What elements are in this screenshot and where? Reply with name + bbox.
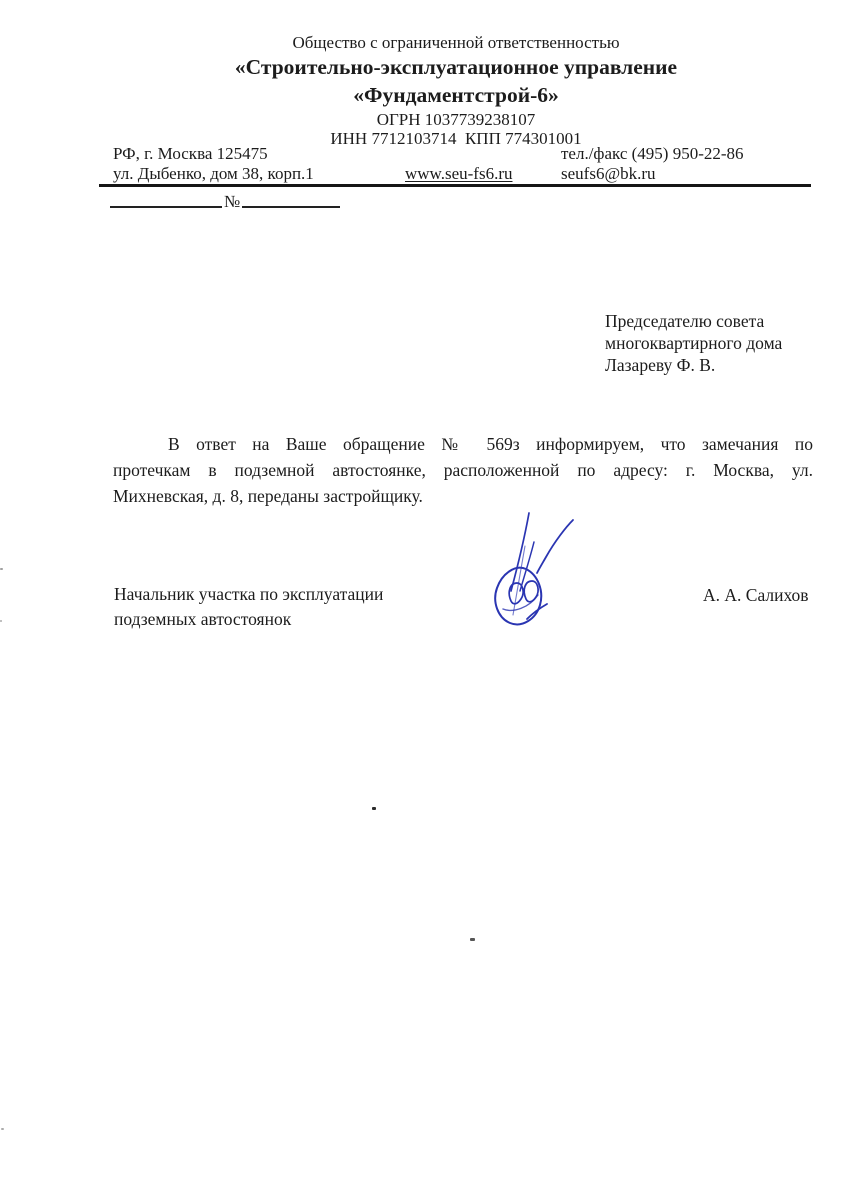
signer-position-line-1: Начальник участка по эксплуатации [114,584,384,604]
handwritten-signature [463,503,591,651]
scan-speck [372,807,376,810]
body-line-2: протечкам в подземной автостоянке, расположенной по адресу: г. Москва, ул. [113,460,813,480]
letter-body [113,431,813,509]
signer-position [114,582,383,632]
scan-speck [1,1128,4,1130]
addressee-line-2: многоквартирного дома [605,333,783,353]
scan-speck [0,568,3,570]
scan-speck [470,938,475,941]
scan-speck [0,620,2,622]
address-line-2: ул. Дыбенко, дом 38, корп.1 [113,163,314,183]
website-column [405,144,561,183]
body-line-3: Михневская, д. 8, переданы застройщику. [113,486,423,506]
phone-fax: тел./факс (495) 950-22-86 [561,144,744,163]
org-type: Общество с ограниченной ответственностью [292,33,620,52]
number-sign: № [224,192,241,211]
letterhead [100,31,812,148]
signer-position-line-2: подземных автостоянок [114,609,292,629]
body-line-1: В ответ на Ваше обращение № 569з информируем, что замечания по [168,434,813,454]
postal-address [113,144,405,183]
letterhead-divider-rule [99,184,811,187]
website-link: www.seu-fs6.ru [405,163,513,183]
phone-email-column [561,144,813,183]
number-blank-line [242,206,340,208]
address-line-1: РФ, г. Москва 125475 [113,144,268,163]
email: seufs6@bk.ru [561,163,656,183]
addressee-line-1: Председателю совета [605,311,765,331]
inn-kpp-line: ИНН 7712103714 КПП 774301001 [330,128,582,148]
ogrn-line: ОГРН 1037739238107 [376,110,536,129]
reference-number-line [110,190,340,211]
signer-name: А. А. Салихов [703,585,809,605]
date-blank-line [110,206,222,208]
contacts-row [113,144,813,183]
org-name-line1: «Строительно-эксплуатационное управление [234,55,678,79]
addressee-block [605,310,782,376]
addressee-line-3: Лазареву Ф. В. [605,355,716,375]
org-name-line2: «Фундаментстрой-6» [353,82,559,107]
